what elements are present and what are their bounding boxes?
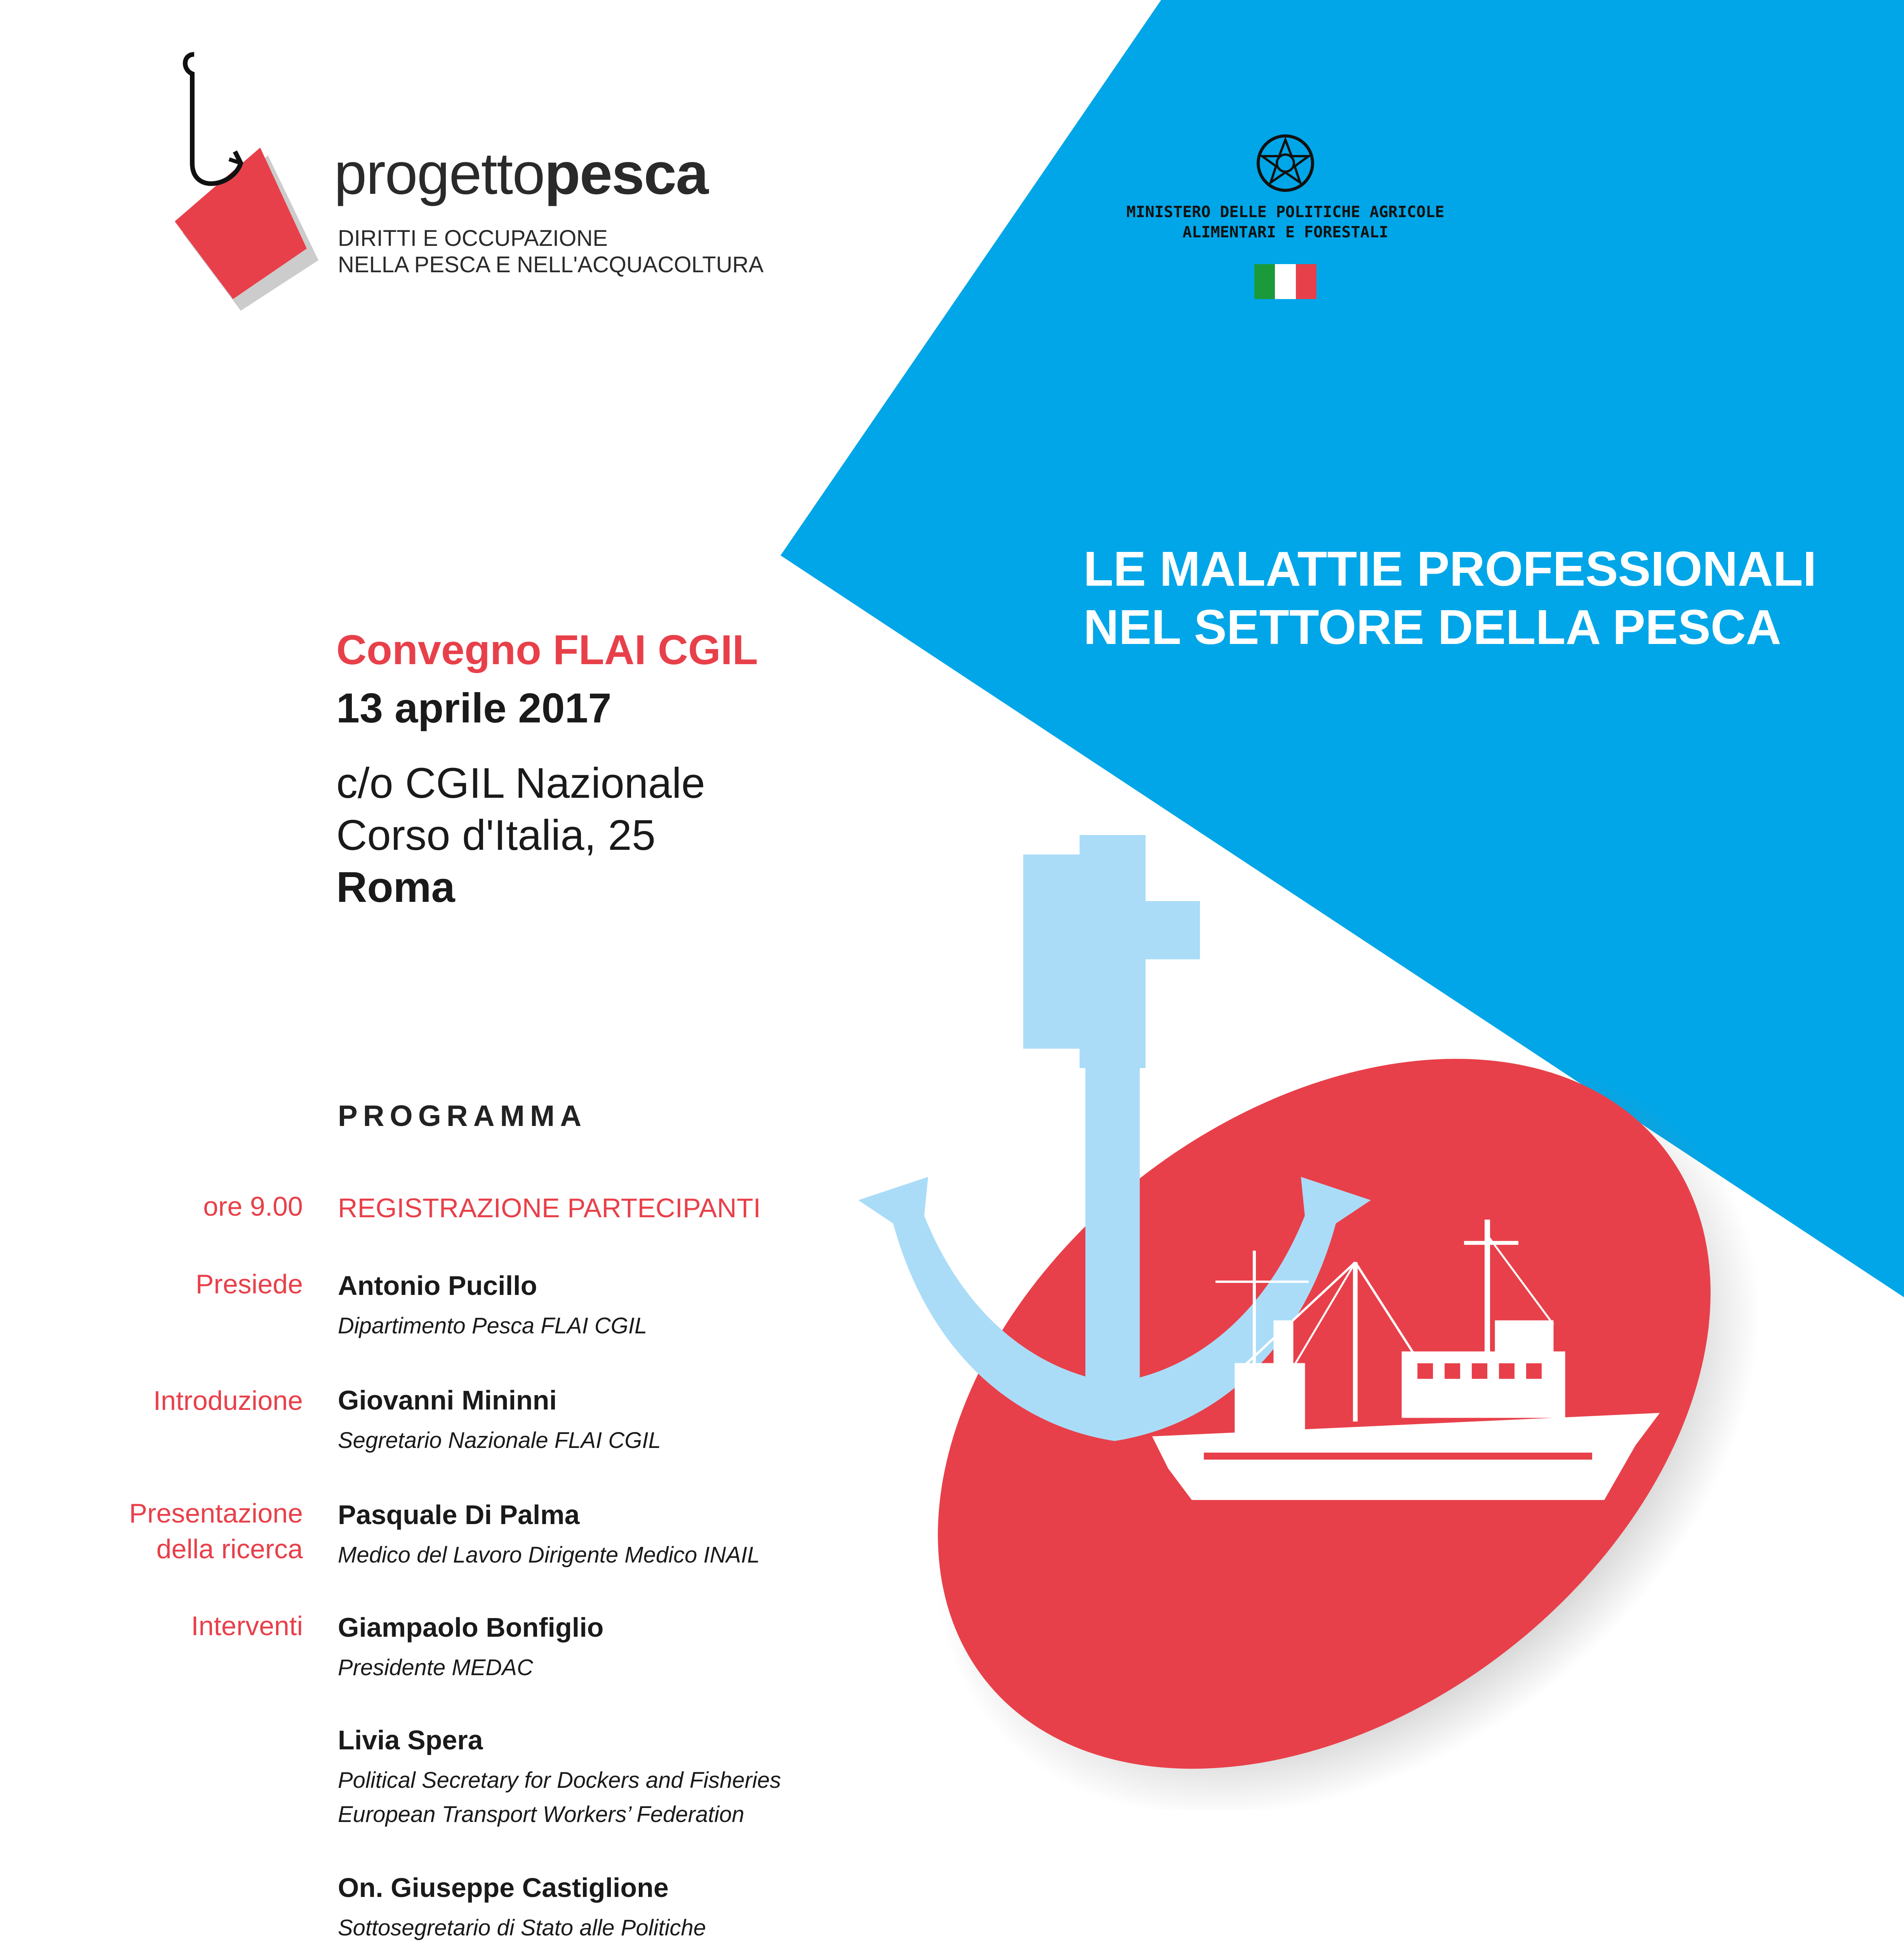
role-intervento-3-line1: Sottosegretario di Stato alle Politiche xyxy=(338,1915,706,1940)
label-presentazione xyxy=(54,1495,303,1567)
label-interventi: Interventi xyxy=(191,1611,303,1641)
italian-emblem-icon xyxy=(1254,132,1316,194)
italian-flag-icon xyxy=(1254,264,1316,299)
ministry-line2: ALIMENTARI E FORESTALI xyxy=(1182,223,1388,241)
venue-line2: Corso d'Italia, 25 xyxy=(336,811,656,859)
logo-word-light: progetto xyxy=(334,141,544,207)
label-presiede: Presiede xyxy=(195,1269,303,1299)
name-intervento-2: Livia Spera xyxy=(338,1725,483,1755)
fish-hook-icon xyxy=(124,47,342,326)
time-start: ore 9.00 xyxy=(203,1191,303,1222)
role-introduzione: Segretario Nazionale FLAI CGIL xyxy=(338,1428,661,1453)
role-presentazione: Medico del Lavoro Dirigente Medico INAIL xyxy=(338,1542,760,1568)
role-intervento-2-line2: European Transport Workers’ Federation xyxy=(338,1802,744,1827)
logo-wordmark xyxy=(334,140,708,208)
logo-subtitle xyxy=(338,225,763,278)
label-presentazione-line2: della ricerca xyxy=(156,1534,303,1564)
programme-heading: PROGRAMMA xyxy=(338,1100,587,1133)
item-registration: REGISTRAZIONE PARTECIPANTI xyxy=(338,1193,761,1223)
name-intervento-3: On. Giuseppe Castiglione xyxy=(338,1872,669,1903)
role-intervento-1: Presidente MEDAC xyxy=(338,1655,533,1680)
venue-line1: c/o CGIL Nazionale xyxy=(336,759,705,807)
role-intervento-3 xyxy=(338,1911,706,1942)
name-introduzione: Giovanni Mininni xyxy=(338,1385,557,1415)
role-presiede: Dipartimento Pesca FLAI CGIL xyxy=(338,1313,647,1338)
venue-city: Roma xyxy=(336,863,455,911)
label-presentazione-line1: Presentazione xyxy=(129,1498,303,1528)
event-date: 13 aprile 2017 xyxy=(336,684,612,731)
event-title: Convegno FLAI CGIL xyxy=(336,626,758,673)
headline-line2: NEL SETTORE DELLA PESCA xyxy=(1083,600,1781,654)
role-intervento-2 xyxy=(338,1763,781,1832)
ministry-line1: MINISTERO DELLE POLITICHE AGRICOLE xyxy=(1126,203,1445,221)
label-introduzione: Introduzione xyxy=(153,1385,303,1416)
name-presiede: Antonio Pucillo xyxy=(338,1270,537,1301)
logo-sub-line1: DIRITTI E OCCUPAZIONE xyxy=(338,226,608,251)
role-intervento-2-line1: Political Secretary for Dockers and Fisheries xyxy=(338,1768,781,1793)
name-intervento-1: Giampaolo Bonfiglio xyxy=(338,1612,604,1643)
fishing-boat-icon xyxy=(1146,1204,1689,1554)
name-presentazione: Pasquale Di Palma xyxy=(338,1500,580,1530)
logo-word-bold: pesca xyxy=(544,141,708,207)
event-headline xyxy=(1083,540,1817,656)
event-venue xyxy=(336,757,705,914)
headline-line1: LE MALATTIE PROFESSIONALI xyxy=(1083,541,1817,596)
logo-sub-line2: NELLA PESCA E NELL'ACQUACOLTURA xyxy=(338,252,764,277)
ministry-name xyxy=(1025,202,1546,242)
